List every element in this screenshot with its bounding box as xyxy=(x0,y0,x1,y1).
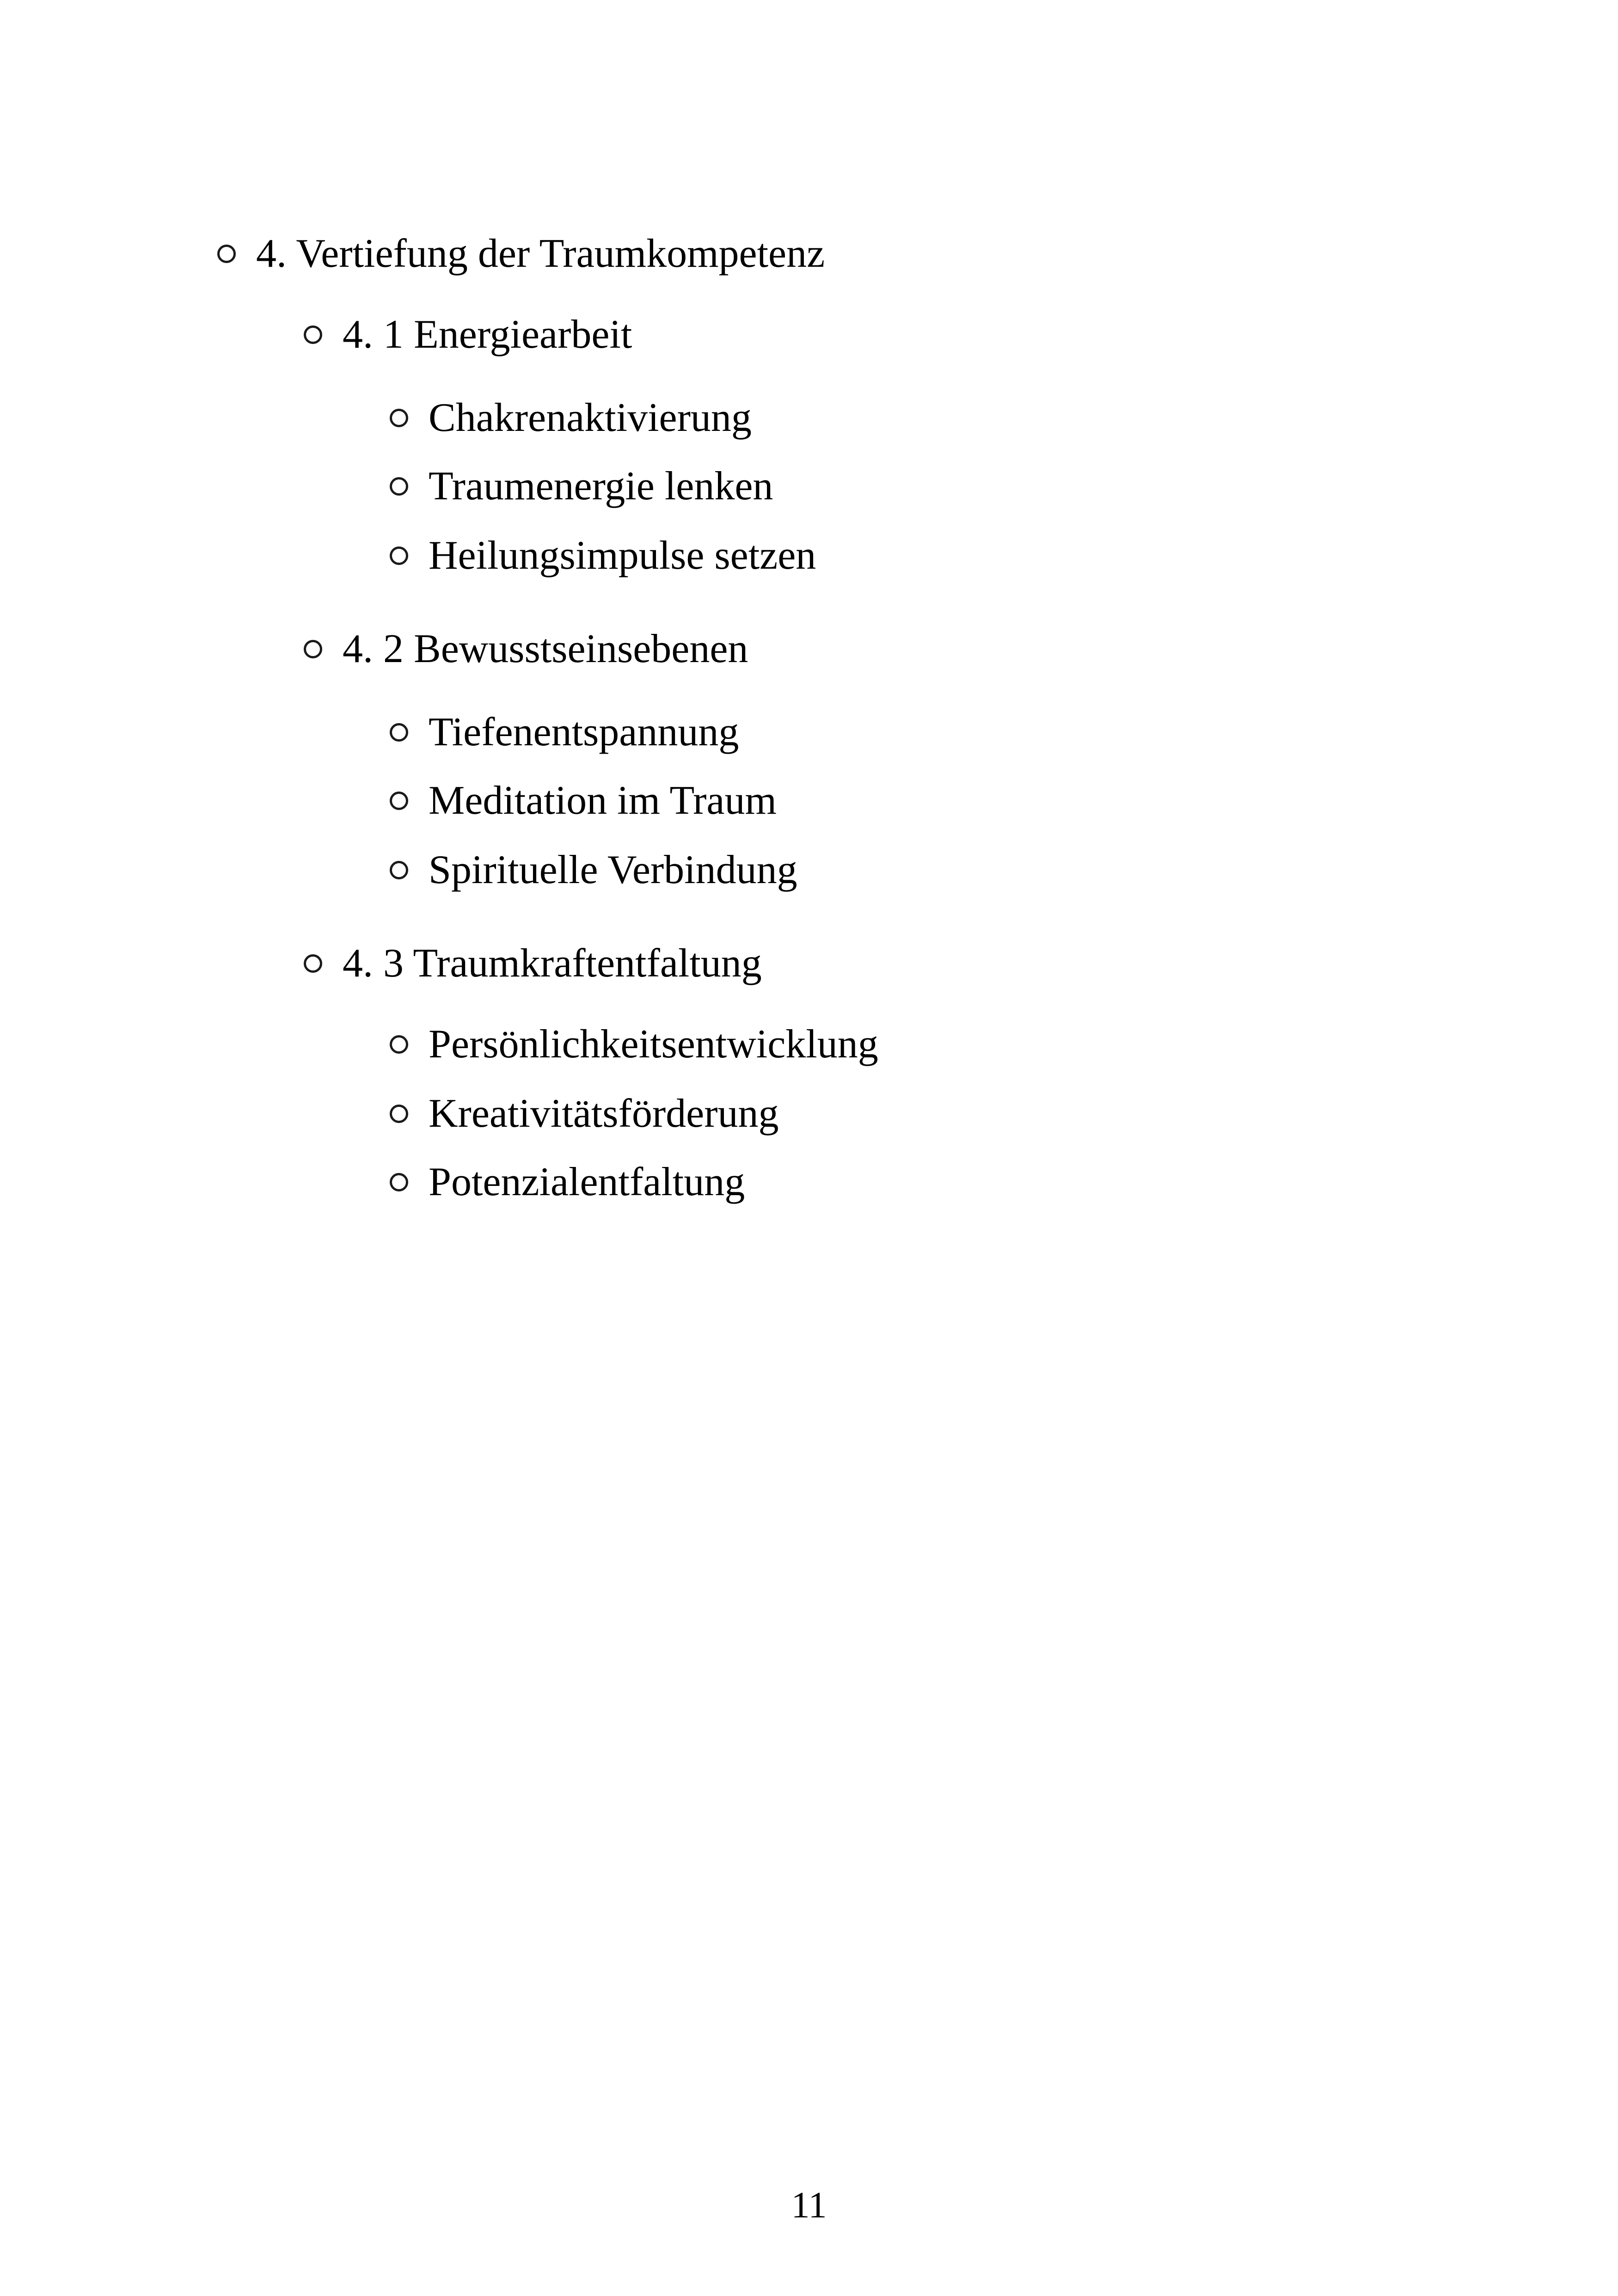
section-title xyxy=(304,626,748,671)
outline-heading xyxy=(217,233,825,274)
circle-bullet-icon xyxy=(390,546,408,565)
list-item xyxy=(390,535,816,576)
list-item xyxy=(390,1162,745,1203)
circle-bullet-icon xyxy=(390,1035,408,1054)
list-item xyxy=(390,1024,878,1065)
list-item-text: Traumenergie lenken xyxy=(429,464,773,509)
circle-bullet-icon xyxy=(217,245,236,263)
circle-bullet-icon xyxy=(304,640,322,658)
list-item xyxy=(390,395,752,440)
page-number: 11 xyxy=(791,2185,827,2226)
list-item-text: Potenzialentfaltung xyxy=(429,1160,745,1204)
circle-bullet-icon xyxy=(390,1105,408,1123)
circle-bullet-icon xyxy=(390,477,408,496)
circle-bullet-icon xyxy=(304,325,322,344)
list-item-text: Persönlichkeitsentwicklung xyxy=(429,1022,878,1067)
circle-bullet-icon xyxy=(390,409,408,427)
list-item-text: Tiefenentspannung xyxy=(429,710,739,755)
list-item xyxy=(390,1093,779,1134)
circle-bullet-icon xyxy=(390,723,408,742)
list-item-text: Chakrenaktivierung xyxy=(429,395,752,440)
list-item-text: Kreativitätsförderung xyxy=(429,1091,779,1136)
list-item xyxy=(390,847,797,892)
section-title-text: 4. 1 Energiearbeit xyxy=(343,312,632,357)
section-title-text: 4. 2 Bewusstseinsebenen xyxy=(343,626,748,671)
circle-bullet-icon xyxy=(390,1173,408,1191)
section-title xyxy=(304,943,762,984)
circle-bullet-icon xyxy=(304,954,322,973)
list-item xyxy=(390,780,777,821)
outline-heading-text: 4. Vertiefung der Traumkompetenz xyxy=(256,231,825,276)
section-title-text: 4. 3 Traumkraftentfaltung xyxy=(343,941,762,986)
list-item-text: Meditation im Traum xyxy=(429,778,777,823)
section-title xyxy=(304,314,632,355)
circle-bullet-icon xyxy=(390,861,408,879)
list-item xyxy=(390,712,739,753)
circle-bullet-icon xyxy=(390,792,408,810)
list-item-text: Heilungsimpulse setzen xyxy=(429,533,816,578)
list-item-text: Spirituelle Verbindung xyxy=(429,847,797,892)
list-item xyxy=(390,466,773,507)
